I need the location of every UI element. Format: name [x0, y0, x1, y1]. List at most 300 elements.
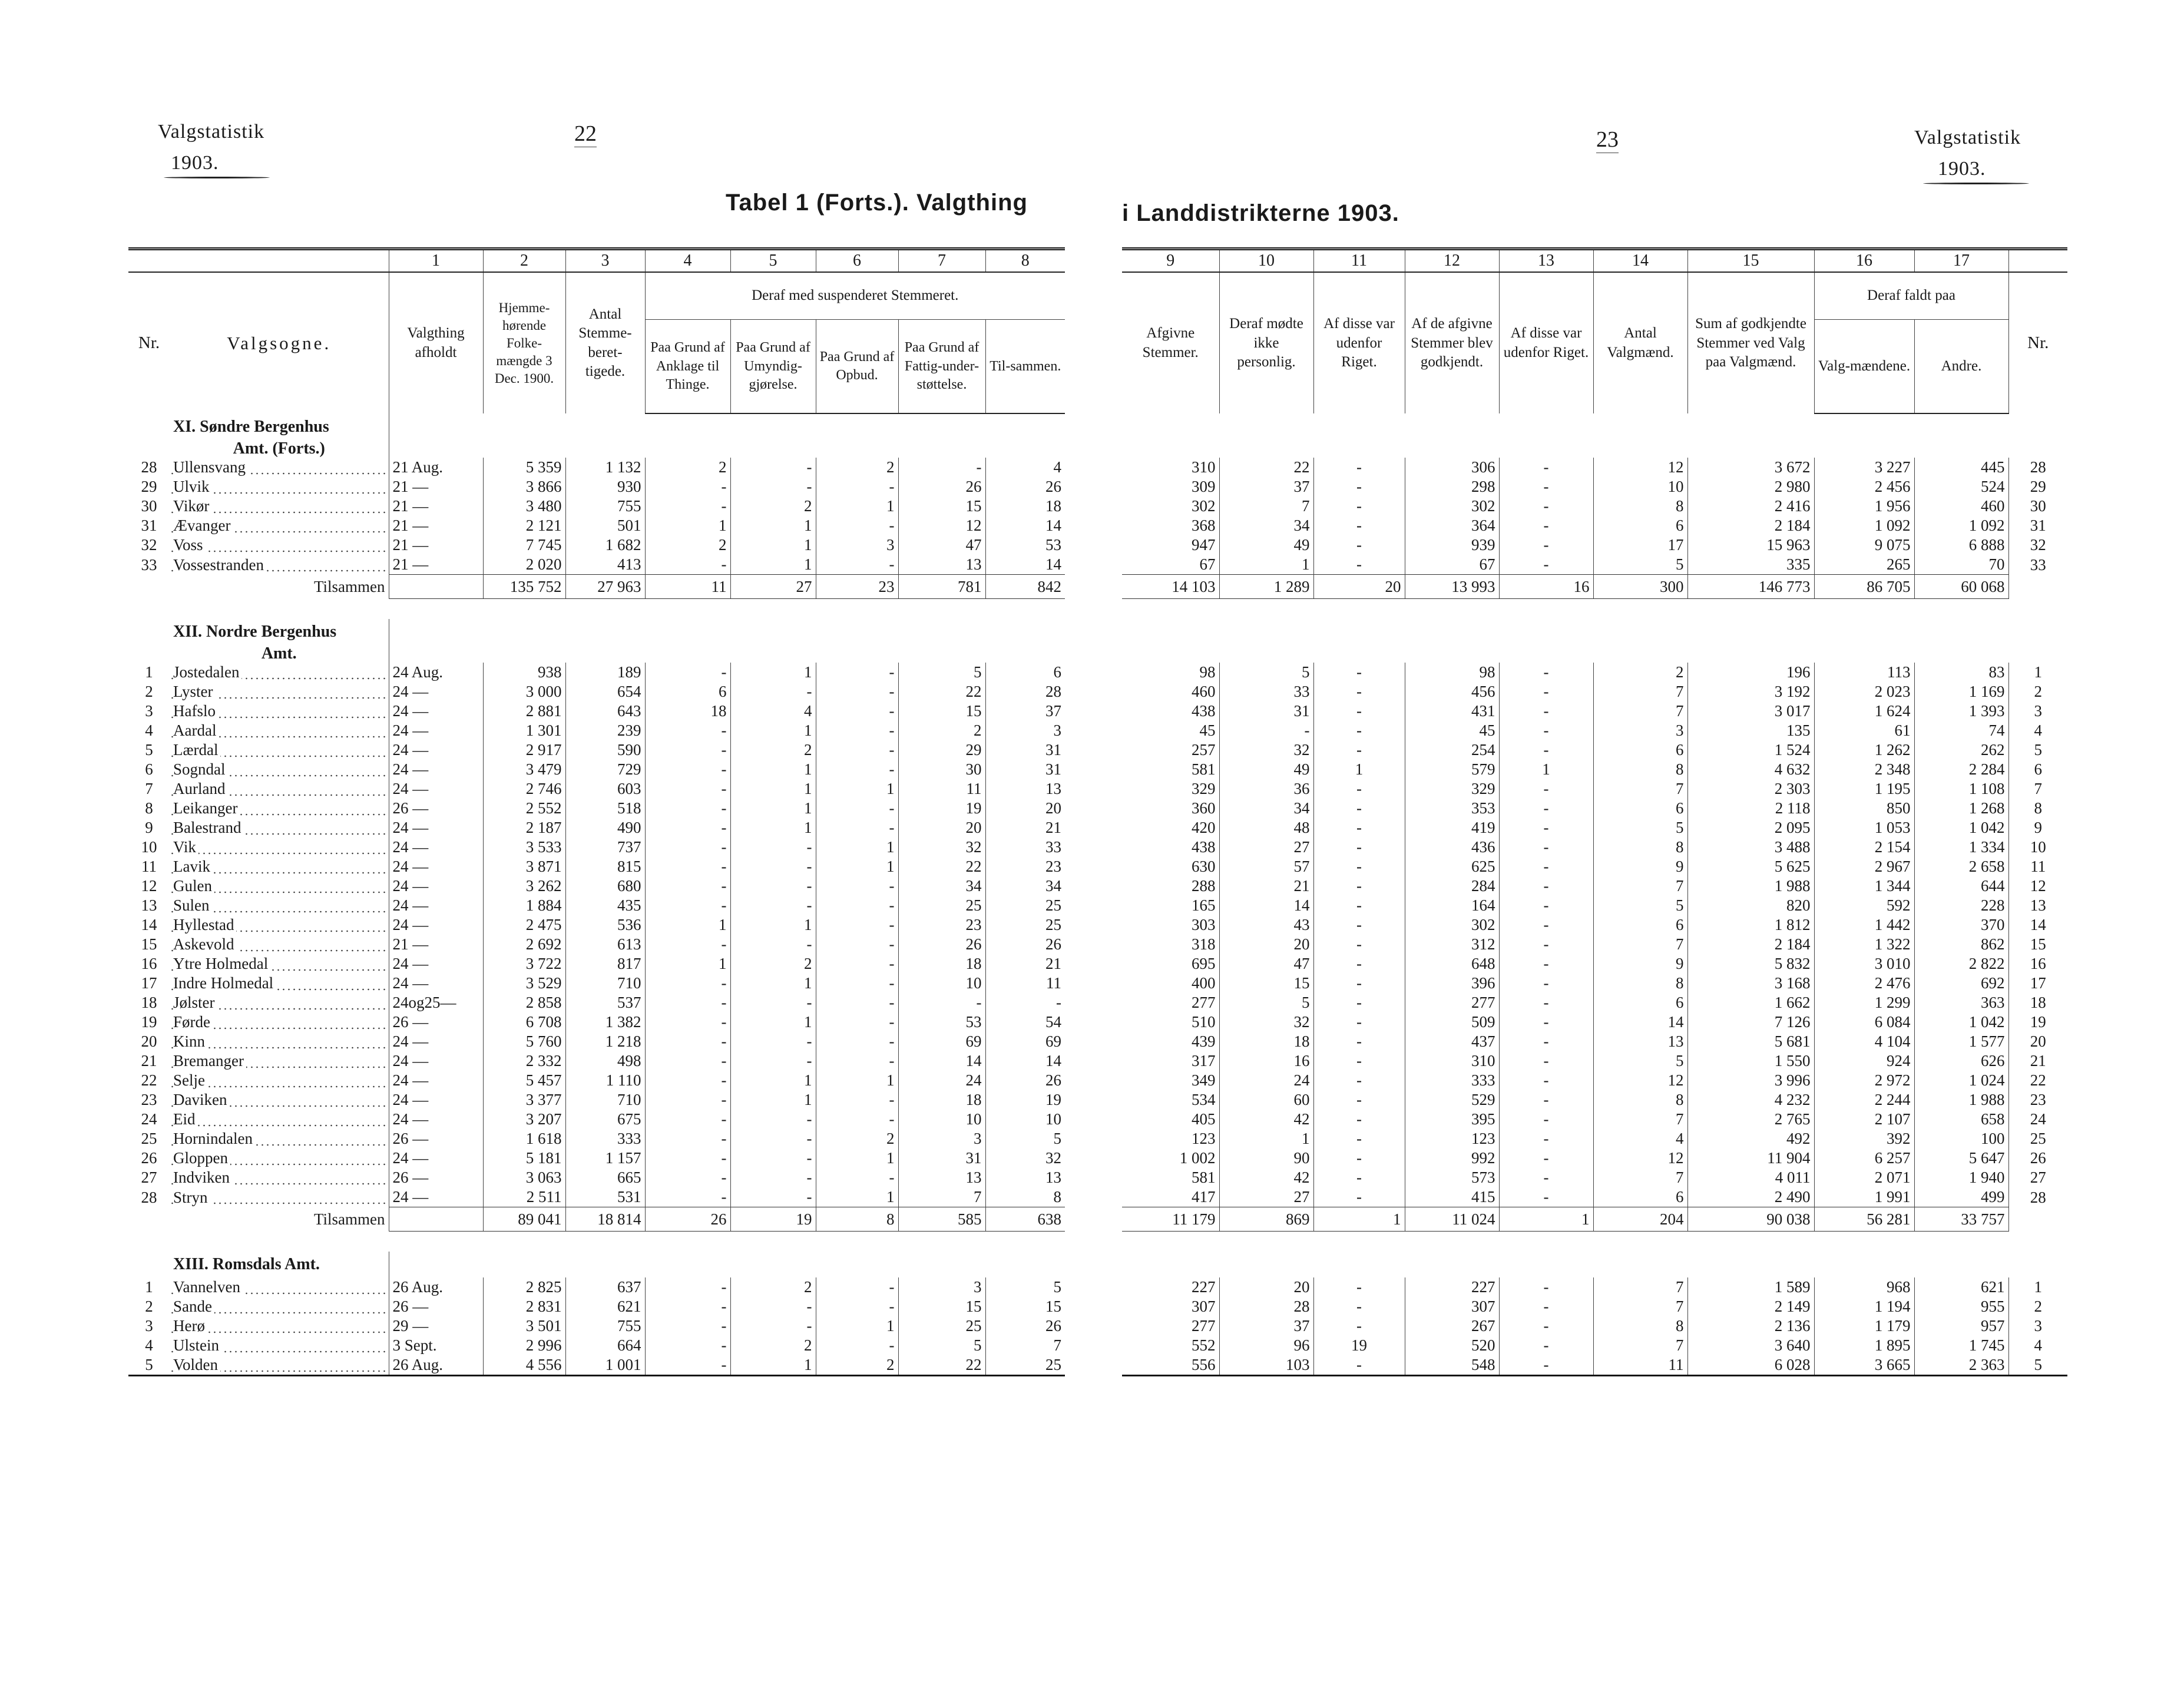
cell-sum: 2 980	[1687, 477, 1814, 496]
cell-d: 34	[898, 876, 985, 896]
valgthing-date: 26 —	[389, 1012, 483, 1032]
cell-stem: 755	[565, 496, 645, 516]
cell-godk: 548	[1405, 1355, 1499, 1376]
cell-d: 29	[898, 740, 985, 760]
fattig-header: Paa Grund af Fattig-under-støttelse.	[898, 319, 985, 413]
cell-t: 34	[1045, 877, 1061, 895]
cell-andre: 1 042	[1914, 1012, 2008, 1032]
cell-stem: 613	[565, 935, 645, 954]
cell-d: 5	[898, 1336, 985, 1355]
valgsogn-name: Ulstein	[170, 1336, 389, 1355]
cell-d: 24	[898, 1071, 985, 1090]
total-ud2: 1	[1499, 1207, 1593, 1232]
cell-t: 7	[1053, 1336, 1061, 1355]
cell-modte: 49	[1219, 760, 1313, 779]
cell-stem: 435	[565, 896, 645, 915]
cell-ud1: -	[1313, 535, 1405, 555]
cell-d: 25	[898, 896, 985, 915]
tilsammen-header: Til-sammen.	[985, 319, 1065, 413]
cell-stem: 643	[565, 701, 645, 721]
cell-d: 26	[898, 477, 985, 496]
cell-ud1: -	[1313, 1071, 1405, 1090]
section-title: Amt. (Forts.)	[170, 440, 389, 458]
blank-cell	[389, 1252, 1065, 1277]
cell-ud2: -	[1499, 458, 1593, 477]
cell-c: -	[816, 1110, 898, 1129]
row-number-right: 17	[2030, 974, 2046, 992]
cell-sum: 1 524	[1687, 740, 1814, 760]
valgthing-date: 24 —	[389, 740, 483, 760]
table-row	[128, 779, 1065, 799]
row-number-right: 1	[2034, 663, 2042, 681]
cell-afg: 460	[1122, 682, 1219, 701]
cell-c: -	[816, 954, 898, 974]
cell-andre: 1 393	[1914, 701, 2008, 721]
row-number: 2	[145, 1297, 153, 1316]
valgthing-date: 26 Aug.	[389, 1277, 483, 1297]
cell-vmd: 1 442	[1814, 915, 1914, 935]
cell-ud1: -	[1313, 682, 1405, 701]
cell-vm: 8	[1593, 1090, 1687, 1110]
umyndig-header: Paa Grund af Umyndig-gjørelse.	[730, 319, 816, 413]
col-num: 3	[565, 249, 645, 273]
spacer-cell	[1122, 1232, 2067, 1252]
valgsogn-name: Jølster	[170, 993, 389, 1012]
cell-folk: 3 722	[483, 954, 565, 974]
row-number: 16	[141, 955, 157, 973]
cell-sum: 3 017	[1687, 701, 1814, 721]
row-number-right: 13	[2030, 896, 2046, 915]
row-number: 5	[145, 741, 153, 759]
cell-folk: 4 556	[483, 1355, 565, 1376]
section-title: XII. Nordre Bergenhus	[170, 619, 389, 645]
table-row-right	[1122, 935, 2067, 954]
cell-vmd: 61	[1814, 721, 1914, 740]
cell-afg: 556	[1122, 1355, 1219, 1376]
cell-modte: 31	[1219, 701, 1313, 721]
cell-ud1: -	[1313, 1297, 1405, 1316]
cell-b: 2	[730, 1336, 816, 1355]
table-row-right	[1122, 857, 2067, 876]
table-row	[128, 496, 1065, 516]
cell-vm: 7	[1593, 1168, 1687, 1187]
cell-vmd: 1 179	[1814, 1316, 1914, 1336]
col-num: 13	[1499, 249, 1593, 273]
cell-t: 25	[985, 1355, 1065, 1376]
total-label: Tilsammen	[170, 1207, 389, 1232]
cell-afg: 302	[1122, 496, 1219, 516]
cell-t: -	[1056, 994, 1061, 1012]
row-number: 1	[145, 1278, 153, 1296]
table-row	[128, 993, 1065, 1012]
row-number: 32	[141, 536, 157, 554]
valgsogn-name: Eid	[170, 1110, 389, 1129]
cell-ud1: -	[1313, 915, 1405, 935]
cell-godk: 333	[1405, 1071, 1499, 1090]
total-sum: 146 773	[1687, 575, 1814, 599]
cell-vm: 7	[1593, 935, 1687, 954]
cell-andre: 1 988	[1914, 1090, 2008, 1110]
cell-c: -	[816, 555, 898, 575]
total-t: 842	[985, 575, 1065, 599]
row-number-right: 28	[2030, 458, 2046, 476]
table-row-right	[1122, 663, 2067, 682]
cell-vmd: 9 075	[1814, 535, 1914, 555]
cell-stem: 490	[565, 818, 645, 838]
cell-sum: 2 136	[1687, 1316, 1814, 1336]
total-folk: 89 041	[483, 1207, 565, 1232]
cell-vmd: 2 967	[1814, 857, 1914, 876]
total-folk: 135 752	[483, 575, 565, 599]
cell-vmd: 1 322	[1814, 935, 1914, 954]
valgthing-date: 24 —	[389, 1032, 483, 1051]
valgthing-date: 26 Aug.	[389, 1355, 483, 1376]
cell-andre: 1 108	[1914, 779, 2008, 799]
row-number-right: 6	[2034, 760, 2042, 779]
cell-godk: 573	[1405, 1168, 1499, 1187]
cell-godk: 353	[1405, 799, 1499, 818]
table-row-right	[1122, 779, 2067, 799]
cell-vm: 7	[1593, 1336, 1687, 1355]
cell-folk: 2 332	[483, 1051, 565, 1071]
cell-godk: 579	[1405, 760, 1499, 779]
cell-modte: 37	[1219, 1316, 1313, 1336]
cell-t: 5	[1053, 1130, 1061, 1148]
cell-b: 1	[730, 555, 816, 575]
cell-c: -	[816, 1032, 898, 1051]
godkjendt-header: Af de afgivne Stemmer blev godkjendt.	[1405, 272, 1499, 413]
row-number: 2	[145, 683, 153, 701]
blank-cell	[1122, 413, 2067, 440]
total-vmd: 86 705	[1814, 575, 1914, 599]
cell-vmd: 2 456	[1814, 477, 1914, 496]
cell-t: 21	[1045, 819, 1061, 837]
table-row	[128, 935, 1065, 954]
total-andre: 60 068	[1914, 575, 2008, 599]
table-row-right	[1122, 1336, 2067, 1355]
table-row-right	[1122, 799, 2067, 818]
cell-andre: 1 334	[1914, 838, 2008, 857]
cell-stem: 498	[565, 1051, 645, 1071]
cell-godk: 648	[1405, 954, 1499, 974]
cell-folk: 3 479	[483, 760, 565, 779]
cell-vm: 8	[1593, 838, 1687, 857]
section-title: Amt.	[170, 645, 389, 663]
cell-ud1: -	[1313, 1012, 1405, 1032]
blank-cell	[128, 575, 170, 599]
cell-vm: 7	[1593, 701, 1687, 721]
cell-godk: 520	[1405, 1336, 1499, 1355]
cell-b: 1	[730, 760, 816, 779]
row-number-right: 25	[2030, 1130, 2046, 1148]
cell-a: -	[645, 721, 730, 740]
section-title-row-right	[1122, 440, 2067, 458]
cell-a: 2	[645, 458, 730, 477]
valgthing-date: 26 —	[389, 1129, 483, 1148]
row-number-right: 21	[2030, 1052, 2046, 1070]
cell-sum: 11 904	[1687, 1148, 1814, 1168]
cell-andre: 363	[1914, 993, 2008, 1012]
cell-vm: 6	[1593, 799, 1687, 818]
cell-vmd: 265	[1814, 555, 1914, 575]
table-row	[128, 799, 1065, 818]
blank-cell	[389, 440, 1065, 458]
cell-ud1: -	[1313, 516, 1405, 535]
cell-vm: 6	[1593, 993, 1687, 1012]
total-a: 11	[645, 575, 730, 599]
cell-ud2: -	[1499, 799, 1593, 818]
cell-godk: 436	[1405, 838, 1499, 857]
valgthing-date: 24 —	[389, 1071, 483, 1090]
cell-ud1: -	[1313, 896, 1405, 915]
cell-afg: 438	[1122, 701, 1219, 721]
valgsogn-name: Hyllestad	[170, 915, 389, 935]
cell-c: 1	[816, 1071, 898, 1090]
cell-c: 2	[816, 1355, 898, 1376]
cell-c: -	[816, 1012, 898, 1032]
cell-b: -	[730, 1297, 816, 1316]
valgthing-date: 21 —	[389, 935, 483, 954]
col-num: 12	[1405, 249, 1499, 273]
total-godk: 11 024	[1405, 1207, 1499, 1232]
cell-stem: 239	[565, 721, 645, 740]
total-d: 781	[898, 575, 985, 599]
cell-stem: 413	[565, 555, 645, 575]
cell-b: 1	[730, 915, 816, 935]
cell-vm: 12	[1593, 458, 1687, 477]
valgthing-date: 21 —	[389, 477, 483, 496]
cell-a: -	[645, 993, 730, 1012]
cell-andre: 83	[1914, 663, 2008, 682]
blank-cell	[1122, 645, 2067, 663]
table-row	[128, 1032, 1065, 1051]
valgthing-date: 21 —	[389, 516, 483, 535]
valgsogn-name: Daviken	[170, 1090, 389, 1110]
cell-vm: 6	[1593, 740, 1687, 760]
right-table-body	[1122, 413, 2067, 1376]
cell-vmd: 1 299	[1814, 993, 1914, 1012]
row-number: 8	[145, 799, 153, 817]
total-vm: 204	[1593, 1207, 1687, 1232]
row-number-right: 3	[2034, 1317, 2042, 1335]
cell-c: -	[816, 876, 898, 896]
cell-vm: 7	[1593, 876, 1687, 896]
cell-c: 1	[816, 838, 898, 857]
cell-stem: 536	[565, 915, 645, 935]
row-number: 5	[128, 1355, 170, 1376]
cell-d: 11	[898, 779, 985, 799]
valgsogn-name: Voss	[170, 535, 389, 555]
cell-vm: 5	[1593, 1051, 1687, 1071]
table-row	[128, 954, 1065, 974]
cell-ud1: -	[1313, 1187, 1405, 1207]
cell-andre: 2 284	[1914, 760, 2008, 779]
cell-t: 13	[1045, 780, 1061, 798]
table-row	[128, 857, 1065, 876]
cell-afg: 947	[1122, 535, 1219, 555]
cell-vmd: 2 476	[1814, 974, 1914, 993]
cell-d: 3	[898, 1129, 985, 1148]
cell-folk: 2 746	[483, 779, 565, 799]
cell-vmd: 1 262	[1814, 740, 1914, 760]
row-number-right: 7	[2034, 780, 2042, 798]
cell-c: -	[816, 915, 898, 935]
cell-andre: 262	[1914, 740, 2008, 760]
row-number: 21	[141, 1052, 157, 1070]
cell-vm: 7	[1593, 1277, 1687, 1297]
cell-vm: 14	[1593, 1012, 1687, 1032]
cell-sum: 1 662	[1687, 993, 1814, 1012]
cell-b: 2	[730, 496, 816, 516]
valgsogn-name: Lavik	[170, 857, 389, 876]
cell-stem: 737	[565, 838, 645, 857]
cell-stem: 333	[565, 1129, 645, 1148]
cell-folk: 5 457	[483, 1071, 565, 1090]
cell-modte: 57	[1219, 857, 1313, 876]
row-number: 23	[141, 1091, 157, 1109]
nr-cell	[128, 645, 170, 663]
table-row-right	[1122, 1051, 2067, 1071]
cell-afg: 552	[1122, 1336, 1219, 1355]
section-title-row	[128, 619, 1065, 645]
cell-stem: 637	[565, 1277, 645, 1297]
cell-c: 1	[816, 779, 898, 799]
cell-stem: 590	[565, 740, 645, 760]
valgthing-date: 24 —	[389, 721, 483, 740]
valgthing-date: 3 Sept.	[389, 1336, 483, 1355]
cell-c: -	[816, 1297, 898, 1316]
section-title-row-right	[1122, 1252, 2067, 1277]
cell-ud1: -	[1313, 1277, 1405, 1297]
cell-andre: 1 169	[1914, 682, 2008, 701]
cell-t: 37	[1045, 702, 1061, 720]
cell-andre: 5 647	[1914, 1148, 2008, 1168]
valgthing-date: 24 Aug.	[389, 663, 483, 682]
valgsogn-name: Vikør	[170, 496, 389, 516]
cell-ud1: -	[1313, 477, 1405, 496]
cell-sum: 196	[1687, 663, 1814, 682]
cell-ud1: -	[1313, 993, 1405, 1012]
table-row	[128, 1129, 1065, 1148]
blank-cell	[389, 645, 1065, 663]
cell-vm: 12	[1593, 1148, 1687, 1168]
row-number-right: 19	[2030, 1013, 2046, 1031]
deraf-faldt-header: Deraf faldt paa	[1814, 272, 2008, 319]
cell-d: 18	[898, 1090, 985, 1110]
cell-c: -	[816, 974, 898, 993]
cell-a: 1	[645, 516, 730, 535]
cell-c: -	[816, 516, 898, 535]
cell-vm: 4	[1593, 1129, 1687, 1148]
cell-sum: 492	[1687, 1129, 1814, 1148]
cell-stem: 710	[565, 1090, 645, 1110]
row-number-right: 31	[2030, 517, 2046, 535]
cell-t: 13	[1045, 1169, 1061, 1187]
col-num: 17	[1914, 249, 2008, 273]
cell-sum: 3 168	[1687, 974, 1814, 993]
table-row	[128, 477, 1065, 496]
table-row-right	[1122, 760, 2067, 779]
cell-ud1: 19	[1313, 1336, 1405, 1355]
cell-d: 18	[898, 954, 985, 974]
cell-d: 15	[898, 496, 985, 516]
cell-ud2: -	[1499, 915, 1593, 935]
cell-a: -	[645, 1032, 730, 1051]
row-number-right: 27	[2030, 1169, 2046, 1187]
cell-modte: -	[1219, 721, 1313, 740]
valgthing-date: 24 —	[389, 915, 483, 935]
table-row-right	[1122, 496, 2067, 516]
cell-vmd: 2 244	[1814, 1090, 1914, 1110]
valgsogn-name: Indviken	[170, 1168, 389, 1187]
cell-stem: 664	[565, 1336, 645, 1355]
cell-ud1: -	[1313, 721, 1405, 740]
total-modte: 869	[1219, 1207, 1313, 1232]
cell-ud2: -	[1499, 496, 1593, 516]
cell-afg: 227	[1122, 1277, 1219, 1297]
cell-andre: 1 268	[1914, 799, 2008, 818]
col-num: 7	[898, 249, 985, 273]
cell-godk: 396	[1405, 974, 1499, 993]
cell-ud2: -	[1499, 1187, 1593, 1207]
total-sum: 90 038	[1687, 1207, 1814, 1232]
table-row	[128, 1012, 1065, 1032]
row-number-right: 2	[2034, 1297, 2042, 1316]
cell-andre: 100	[1914, 1129, 2008, 1148]
cell-b: 1	[730, 779, 816, 799]
cell-folk: 1 618	[483, 1129, 565, 1148]
table-row	[128, 1051, 1065, 1071]
cell-sum: 4 011	[1687, 1168, 1814, 1187]
cell-b: 1	[730, 1012, 816, 1032]
cell-vm: 7	[1593, 779, 1687, 799]
cell-ud2: -	[1499, 818, 1593, 838]
table-row-right	[1122, 838, 2067, 857]
cell-folk: 3 866	[483, 477, 565, 496]
total-row	[128, 575, 1065, 599]
valgthing-date: 24 —	[389, 1187, 483, 1207]
cell-vm: 5	[1593, 555, 1687, 575]
cell-folk: 2 825	[483, 1277, 565, 1297]
valgsogn-name: Aurland	[170, 779, 389, 799]
cell-stem: 755	[565, 1316, 645, 1336]
cell-a: -	[645, 1187, 730, 1207]
col-num: 10	[1219, 249, 1313, 273]
cell-andre: 692	[1914, 974, 2008, 993]
spacer-cell	[1122, 599, 2067, 620]
cell-b: 1	[730, 818, 816, 838]
right-running-title: Valgstatistik	[1914, 127, 2021, 148]
cell-vmd: 113	[1814, 663, 1914, 682]
cell-a: -	[645, 838, 730, 857]
cell-b: -	[730, 458, 816, 477]
cell-ud2: -	[1499, 1277, 1593, 1297]
valgthing-date: 26 —	[389, 1168, 483, 1187]
cell-t: 4	[1053, 458, 1061, 476]
cell-a: -	[645, 876, 730, 896]
row-number-right: 18	[2030, 994, 2046, 1012]
section-title-row-right	[1122, 413, 2067, 440]
cell-c: -	[816, 760, 898, 779]
section-spacer	[128, 599, 1065, 620]
row-number: 9	[145, 819, 153, 837]
cell-a: 6	[645, 682, 730, 701]
cell-ud2: -	[1499, 701, 1593, 721]
table-row-right	[1122, 1277, 2067, 1297]
cell-modte: 103	[1219, 1355, 1313, 1376]
cell-folk: 3 871	[483, 857, 565, 876]
cell-a: -	[645, 779, 730, 799]
